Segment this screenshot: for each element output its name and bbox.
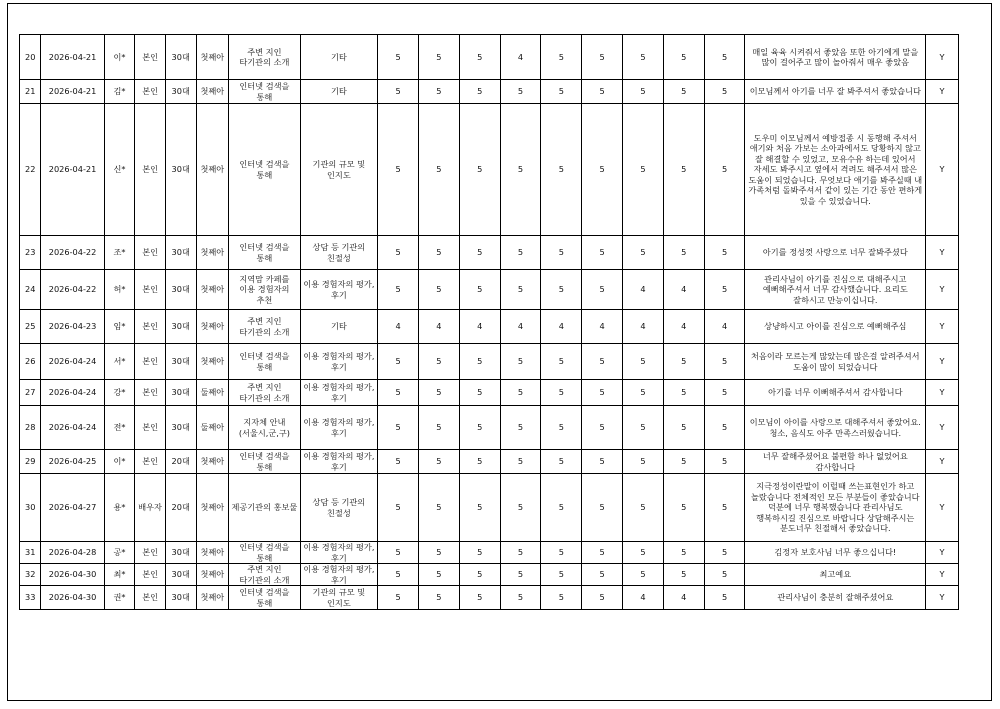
- cell-score-5: 5: [541, 474, 582, 542]
- cell-score-2: 5: [418, 380, 459, 406]
- cell-reason: 기관의 규모 및 인지도: [300, 586, 378, 610]
- cell-score-9: 5: [704, 474, 745, 542]
- cell-score-9: 5: [704, 542, 745, 564]
- cell-score-7: 4: [623, 586, 664, 610]
- cell-score-7: 5: [623, 564, 664, 586]
- cell-date: 2026-04-24: [41, 380, 104, 406]
- cell-score-3: 5: [459, 474, 500, 542]
- cell-score-6: 5: [582, 236, 623, 270]
- cell-score-4: 5: [500, 542, 541, 564]
- cell-age-group: 30대: [165, 344, 196, 380]
- cell-relation: 본인: [135, 586, 166, 610]
- cell-relation: 본인: [135, 380, 166, 406]
- cell-date: 2026-04-30: [41, 586, 104, 610]
- cell-score-6: 4: [582, 310, 623, 344]
- cell-score-6: 5: [582, 80, 623, 104]
- cell-number: 25: [20, 310, 41, 344]
- cell-reason: 이용 경험자의 평가, 후기: [300, 270, 378, 310]
- cell-score-6: 5: [582, 564, 623, 586]
- cell-name: 허*: [104, 270, 135, 310]
- cell-number: 27: [20, 380, 41, 406]
- cell-reason: 기타: [300, 80, 378, 104]
- cell-name: 공*: [104, 542, 135, 564]
- cell-score-9: 5: [704, 270, 745, 310]
- cell-score-1: 5: [378, 406, 419, 450]
- cell-date: 2026-04-21: [41, 104, 104, 236]
- cell-score-9: 5: [704, 586, 745, 610]
- cell-score-7: 5: [623, 35, 664, 80]
- cell-score-7: 5: [623, 406, 664, 450]
- cell-reason: 기관의 규모 및 인지도: [300, 104, 378, 236]
- cell-score-2: 5: [418, 450, 459, 474]
- cell-date: 2026-04-24: [41, 406, 104, 450]
- cell-score-4: 5: [500, 104, 541, 236]
- cell-score-6: 5: [582, 406, 623, 450]
- cell-opinion: 이모님께서 아기를 너무 잘 봐주셔서 좋았습니다: [745, 80, 926, 104]
- cell-score-8: 5: [663, 564, 704, 586]
- cell-score-5: 5: [541, 270, 582, 310]
- table-row: [20, 344, 959, 380]
- cell-name: 전*: [104, 406, 135, 450]
- cell-consent: Y: [926, 310, 959, 344]
- cell-score-5: 5: [541, 80, 582, 104]
- cell-consent: Y: [926, 104, 959, 236]
- table-row: [20, 406, 959, 450]
- cell-score-4: 5: [500, 380, 541, 406]
- cell-score-2: 5: [418, 542, 459, 564]
- cell-number: 20: [20, 35, 41, 80]
- cell-channel: 인터넷 검색을 통해: [229, 80, 300, 104]
- cell-score-3: 5: [459, 270, 500, 310]
- cell-consent: Y: [926, 450, 959, 474]
- cell-score-7: 5: [623, 450, 664, 474]
- cell-opinion: 처음이라 모르는게 많았는데 많은걸 알려주셔서 도움이 많이 되었습니다: [745, 344, 926, 380]
- cell-score-9: 5: [704, 450, 745, 474]
- cell-reason: 기타: [300, 310, 378, 344]
- cell-name: 조*: [104, 236, 135, 270]
- cell-score-4: 5: [500, 474, 541, 542]
- cell-consent: Y: [926, 542, 959, 564]
- cell-score-1: 5: [378, 450, 419, 474]
- table-row: [20, 35, 959, 80]
- cell-score-2: 5: [418, 35, 459, 80]
- cell-score-7: 5: [623, 80, 664, 104]
- cell-score-9: 5: [704, 104, 745, 236]
- cell-name: 김*: [104, 80, 135, 104]
- cell-channel: 인터넷 검색을 통해: [229, 344, 300, 380]
- table-body: [20, 35, 959, 610]
- cell-score-2: 5: [418, 80, 459, 104]
- cell-relation: 본인: [135, 35, 166, 80]
- cell-score-7: 4: [623, 310, 664, 344]
- cell-opinion: 관리사님이 아기를 진심으로 대해주시고 예뻐해주셔서 너무 감사했습니다. 요리도 잘하시고 만능이십니다.: [745, 270, 926, 310]
- cell-number: 23: [20, 236, 41, 270]
- cell-relation: 본인: [135, 450, 166, 474]
- cell-birth-order: 첫째아: [196, 270, 229, 310]
- cell-birth-order: 첫째아: [196, 344, 229, 380]
- survey-table: [19, 34, 959, 610]
- cell-relation: 본인: [135, 270, 166, 310]
- table-row: [20, 450, 959, 474]
- cell-score-9: 5: [704, 80, 745, 104]
- cell-score-9: 5: [704, 344, 745, 380]
- cell-age-group: 30대: [165, 380, 196, 406]
- cell-score-2: 5: [418, 564, 459, 586]
- cell-score-5: 5: [541, 542, 582, 564]
- cell-date: 2026-04-21: [41, 80, 104, 104]
- cell-score-9: 5: [704, 564, 745, 586]
- cell-birth-order: 둘째아: [196, 406, 229, 450]
- cell-number: 33: [20, 586, 41, 610]
- cell-score-5: 5: [541, 104, 582, 236]
- cell-channel: 주변 지인 타기관의 소개: [229, 310, 300, 344]
- cell-score-6: 5: [582, 586, 623, 610]
- cell-birth-order: 첫째아: [196, 236, 229, 270]
- cell-score-9: 4: [704, 310, 745, 344]
- cell-reason: 이용 경험자의 평가, 후기: [300, 344, 378, 380]
- cell-opinion: 아기를 정성껏 사랑으로 너무 잘봐주셨다: [745, 236, 926, 270]
- cell-score-6: 5: [582, 450, 623, 474]
- cell-channel: 주변 지인 타기관의 소개: [229, 380, 300, 406]
- cell-score-7: 4: [623, 270, 664, 310]
- cell-score-4: 5: [500, 344, 541, 380]
- cell-score-2: 5: [418, 474, 459, 542]
- cell-score-8: 5: [663, 380, 704, 406]
- cell-score-9: 5: [704, 406, 745, 450]
- table-row: [20, 310, 959, 344]
- cell-score-1: 4: [378, 310, 419, 344]
- cell-score-6: 5: [582, 380, 623, 406]
- cell-name: 이*: [104, 35, 135, 80]
- cell-score-9: 5: [704, 236, 745, 270]
- cell-age-group: 30대: [165, 80, 196, 104]
- cell-score-3: 5: [459, 104, 500, 236]
- cell-relation: 본인: [135, 236, 166, 270]
- cell-channel: 인터넷 검색을 통해: [229, 542, 300, 564]
- cell-age-group: 30대: [165, 542, 196, 564]
- cell-channel: 지역맘 카페를 이용 경험자의 추천: [229, 270, 300, 310]
- cell-score-8: 5: [663, 344, 704, 380]
- cell-opinion: 지극정성이란말이 이럴때 쓰는표현인가 하고 놀랐습니다 전체적인 모든 부분들이 좋았습니다 덕분에 너무 행복했습니다 관리사님도 행복하시길 진심으로 바랍니다 상담해주시는 분도너무 친절해서 좋았습니다.: [745, 474, 926, 542]
- cell-age-group: 30대: [165, 270, 196, 310]
- cell-score-5: 4: [541, 310, 582, 344]
- cell-score-2: 4: [418, 310, 459, 344]
- cell-consent: Y: [926, 564, 959, 586]
- cell-number: 22: [20, 104, 41, 236]
- cell-name: 서*: [104, 344, 135, 380]
- cell-relation: 본인: [135, 310, 166, 344]
- cell-number: 31: [20, 542, 41, 564]
- cell-score-2: 5: [418, 270, 459, 310]
- cell-age-group: 30대: [165, 564, 196, 586]
- cell-number: 32: [20, 564, 41, 586]
- cell-date: 2026-04-25: [41, 450, 104, 474]
- cell-score-3: 5: [459, 564, 500, 586]
- cell-score-4: 5: [500, 450, 541, 474]
- cell-birth-order: 첫째아: [196, 310, 229, 344]
- cell-name: 최*: [104, 564, 135, 586]
- cell-opinion: 김정자 보호사님 너무 좋으십니다!: [745, 542, 926, 564]
- cell-score-8: 5: [663, 35, 704, 80]
- cell-consent: Y: [926, 236, 959, 270]
- cell-opinion: 상냥하시고 아이를 진심으로 예뻐해주심: [745, 310, 926, 344]
- cell-reason: 이용 경험자의 평가, 후기: [300, 450, 378, 474]
- cell-reason: 상담 등 기관의 친절성: [300, 474, 378, 542]
- cell-name: 임*: [104, 310, 135, 344]
- cell-score-1: 5: [378, 586, 419, 610]
- cell-score-8: 4: [663, 270, 704, 310]
- cell-channel: 지자체 안내(서울시,군,구): [229, 406, 300, 450]
- cell-reason: 상담 등 기관의 친절성: [300, 236, 378, 270]
- cell-opinion: 관리사님이 충분히 잘해주셨어요: [745, 586, 926, 610]
- cell-age-group: 30대: [165, 310, 196, 344]
- cell-birth-order: 첫째아: [196, 450, 229, 474]
- cell-relation: 본인: [135, 80, 166, 104]
- cell-score-6: 5: [582, 104, 623, 236]
- cell-score-1: 5: [378, 380, 419, 406]
- cell-score-2: 5: [418, 236, 459, 270]
- cell-score-9: 5: [704, 35, 745, 80]
- cell-score-1: 5: [378, 80, 419, 104]
- cell-consent: Y: [926, 35, 959, 80]
- cell-score-5: 5: [541, 406, 582, 450]
- cell-score-3: 5: [459, 35, 500, 80]
- cell-name: 용*: [104, 474, 135, 542]
- cell-channel: 인터넷 검색을 통해: [229, 450, 300, 474]
- cell-date: 2026-04-22: [41, 236, 104, 270]
- cell-score-8: 5: [663, 542, 704, 564]
- cell-age-group: 20대: [165, 474, 196, 542]
- cell-age-group: 30대: [165, 35, 196, 80]
- cell-score-7: 5: [623, 236, 664, 270]
- cell-score-3: 5: [459, 344, 500, 380]
- cell-score-8: 5: [663, 450, 704, 474]
- cell-consent: Y: [926, 586, 959, 610]
- cell-score-1: 5: [378, 270, 419, 310]
- cell-score-4: 4: [500, 35, 541, 80]
- cell-relation: 본인: [135, 406, 166, 450]
- cell-age-group: 30대: [165, 104, 196, 236]
- cell-date: 2026-04-22: [41, 270, 104, 310]
- cell-score-8: 5: [663, 406, 704, 450]
- cell-relation: 본인: [135, 104, 166, 236]
- table-row: [20, 474, 959, 542]
- cell-score-2: 5: [418, 586, 459, 610]
- cell-score-1: 5: [378, 35, 419, 80]
- cell-score-7: 5: [623, 380, 664, 406]
- cell-score-3: 5: [459, 236, 500, 270]
- cell-date: 2026-04-23: [41, 310, 104, 344]
- cell-score-1: 5: [378, 542, 419, 564]
- cell-score-1: 5: [378, 104, 419, 236]
- cell-score-3: 5: [459, 380, 500, 406]
- cell-birth-order: 첫째아: [196, 80, 229, 104]
- cell-birth-order: 첫째아: [196, 586, 229, 610]
- cell-score-7: 5: [623, 344, 664, 380]
- cell-date: 2026-04-30: [41, 564, 104, 586]
- cell-number: 28: [20, 406, 41, 450]
- cell-consent: Y: [926, 80, 959, 104]
- cell-number: 21: [20, 80, 41, 104]
- cell-score-8: 5: [663, 474, 704, 542]
- cell-consent: Y: [926, 380, 959, 406]
- cell-age-group: 30대: [165, 586, 196, 610]
- cell-score-3: 5: [459, 80, 500, 104]
- cell-score-6: 5: [582, 344, 623, 380]
- cell-score-4: 5: [500, 270, 541, 310]
- cell-score-5: 5: [541, 586, 582, 610]
- cell-score-5: 5: [541, 344, 582, 380]
- cell-channel: 제공기관의 홍보물: [229, 474, 300, 542]
- cell-score-7: 5: [623, 104, 664, 236]
- cell-consent: Y: [926, 270, 959, 310]
- cell-consent: Y: [926, 474, 959, 542]
- cell-score-5: 5: [541, 236, 582, 270]
- cell-reason: 이용 경험자의 평가, 후기: [300, 542, 378, 564]
- table-row: [20, 586, 959, 610]
- cell-score-1: 5: [378, 474, 419, 542]
- cell-consent: Y: [926, 406, 959, 450]
- table-row: [20, 380, 959, 406]
- cell-birth-order: 첫째아: [196, 104, 229, 236]
- cell-reason: 기타: [300, 35, 378, 80]
- cell-reason: 이용 경험자의 평가, 후기: [300, 564, 378, 586]
- cell-channel: 주변 지인 타기관의 소개: [229, 564, 300, 586]
- table-row: [20, 564, 959, 586]
- cell-score-5: 5: [541, 35, 582, 80]
- cell-date: 2026-04-27: [41, 474, 104, 542]
- cell-reason: 이용 경험자의 평가, 후기: [300, 406, 378, 450]
- cell-relation: 본인: [135, 542, 166, 564]
- cell-score-4: 5: [500, 236, 541, 270]
- cell-opinion: 매일 육육 시켜줘서 좋았음 또한 아기에게 말을 많이 걸어주고 많이 놀아줘서 매우 좋았음: [745, 35, 926, 80]
- cell-score-6: 5: [582, 474, 623, 542]
- table-row: [20, 104, 959, 236]
- cell-score-3: 5: [459, 586, 500, 610]
- cell-score-2: 5: [418, 104, 459, 236]
- cell-name: 권*: [104, 586, 135, 610]
- cell-age-group: 30대: [165, 236, 196, 270]
- cell-score-3: 4: [459, 310, 500, 344]
- cell-score-1: 5: [378, 344, 419, 380]
- cell-age-group: 20대: [165, 450, 196, 474]
- cell-score-2: 5: [418, 406, 459, 450]
- cell-number: 29: [20, 450, 41, 474]
- cell-score-6: 5: [582, 542, 623, 564]
- cell-score-4: 5: [500, 564, 541, 586]
- table-row: [20, 270, 959, 310]
- cell-birth-order: 첫째아: [196, 542, 229, 564]
- cell-relation: 본인: [135, 564, 166, 586]
- cell-opinion: 도우미 이모님께서 예방접종 시 동행해 주셔서 애기와 처음 가보는 소아과에서도 당황하지 않고 잘 해결할 수 있었고, 모유수유 하는데 있어서 자세도 봐주시고 옆에서 격려도 해주셔서 많은 도움이 되었습니다. 무엇보다 애기를 봐주실때 내 가족처럼 돌봐주셔서 같이 있는 기간 동안 편하게 있을 수 있었습니다.: [745, 104, 926, 236]
- cell-score-8: 5: [663, 104, 704, 236]
- cell-date: 2026-04-24: [41, 344, 104, 380]
- cell-relation: 배우자: [135, 474, 166, 542]
- cell-score-6: 5: [582, 35, 623, 80]
- cell-opinion: 최고예요: [745, 564, 926, 586]
- cell-birth-order: 둘째아: [196, 380, 229, 406]
- cell-number: 26: [20, 344, 41, 380]
- table-row: [20, 236, 959, 270]
- cell-opinion: 이모님이 아이를 사랑으로 대해주셔서 좋았어요. 청소, 음식도 아주 만족스러웠습니다.: [745, 406, 926, 450]
- cell-score-1: 5: [378, 564, 419, 586]
- cell-score-3: 5: [459, 450, 500, 474]
- cell-score-5: 5: [541, 564, 582, 586]
- cell-number: 24: [20, 270, 41, 310]
- cell-age-group: 30대: [165, 406, 196, 450]
- cell-score-4: 5: [500, 80, 541, 104]
- cell-score-5: 5: [541, 380, 582, 406]
- cell-score-8: 5: [663, 80, 704, 104]
- cell-birth-order: 첫째아: [196, 564, 229, 586]
- cell-reason: 이용 경험자의 평가, 후기: [300, 380, 378, 406]
- cell-score-5: 5: [541, 450, 582, 474]
- cell-score-8: 5: [663, 236, 704, 270]
- cell-channel: 인터넷 검색을 통해: [229, 104, 300, 236]
- cell-score-8: 4: [663, 310, 704, 344]
- cell-name: 신*: [104, 104, 135, 236]
- cell-consent: Y: [926, 344, 959, 380]
- cell-score-7: 5: [623, 542, 664, 564]
- cell-birth-order: 첫째아: [196, 35, 229, 80]
- cell-birth-order: 첫째아: [196, 474, 229, 542]
- cell-score-8: 4: [663, 586, 704, 610]
- cell-channel: 인터넷 검색을 통해: [229, 586, 300, 610]
- cell-channel: 주변 지인 타기관의 소개: [229, 35, 300, 80]
- cell-score-4: 4: [500, 310, 541, 344]
- cell-opinion: 너무 잘해주셨어요 불편함 하나 없었어요 감사합니다: [745, 450, 926, 474]
- cell-date: 2026-04-28: [41, 542, 104, 564]
- cell-score-9: 5: [704, 380, 745, 406]
- table-row: [20, 80, 959, 104]
- cell-channel: 인터넷 검색을 통해: [229, 236, 300, 270]
- cell-score-3: 5: [459, 406, 500, 450]
- cell-score-6: 5: [582, 270, 623, 310]
- table-row: [20, 542, 959, 564]
- cell-score-2: 5: [418, 344, 459, 380]
- cell-score-7: 5: [623, 474, 664, 542]
- cell-opinion: 아기를 너무 이뻐해주셔서 감사합니다: [745, 380, 926, 406]
- cell-score-4: 5: [500, 406, 541, 450]
- cell-score-4: 5: [500, 586, 541, 610]
- cell-score-1: 5: [378, 236, 419, 270]
- cell-number: 30: [20, 474, 41, 542]
- cell-score-3: 5: [459, 542, 500, 564]
- cell-relation: 본인: [135, 344, 166, 380]
- cell-name: 이*: [104, 450, 135, 474]
- cell-date: 2026-04-21: [41, 35, 104, 80]
- cell-name: 강*: [104, 380, 135, 406]
